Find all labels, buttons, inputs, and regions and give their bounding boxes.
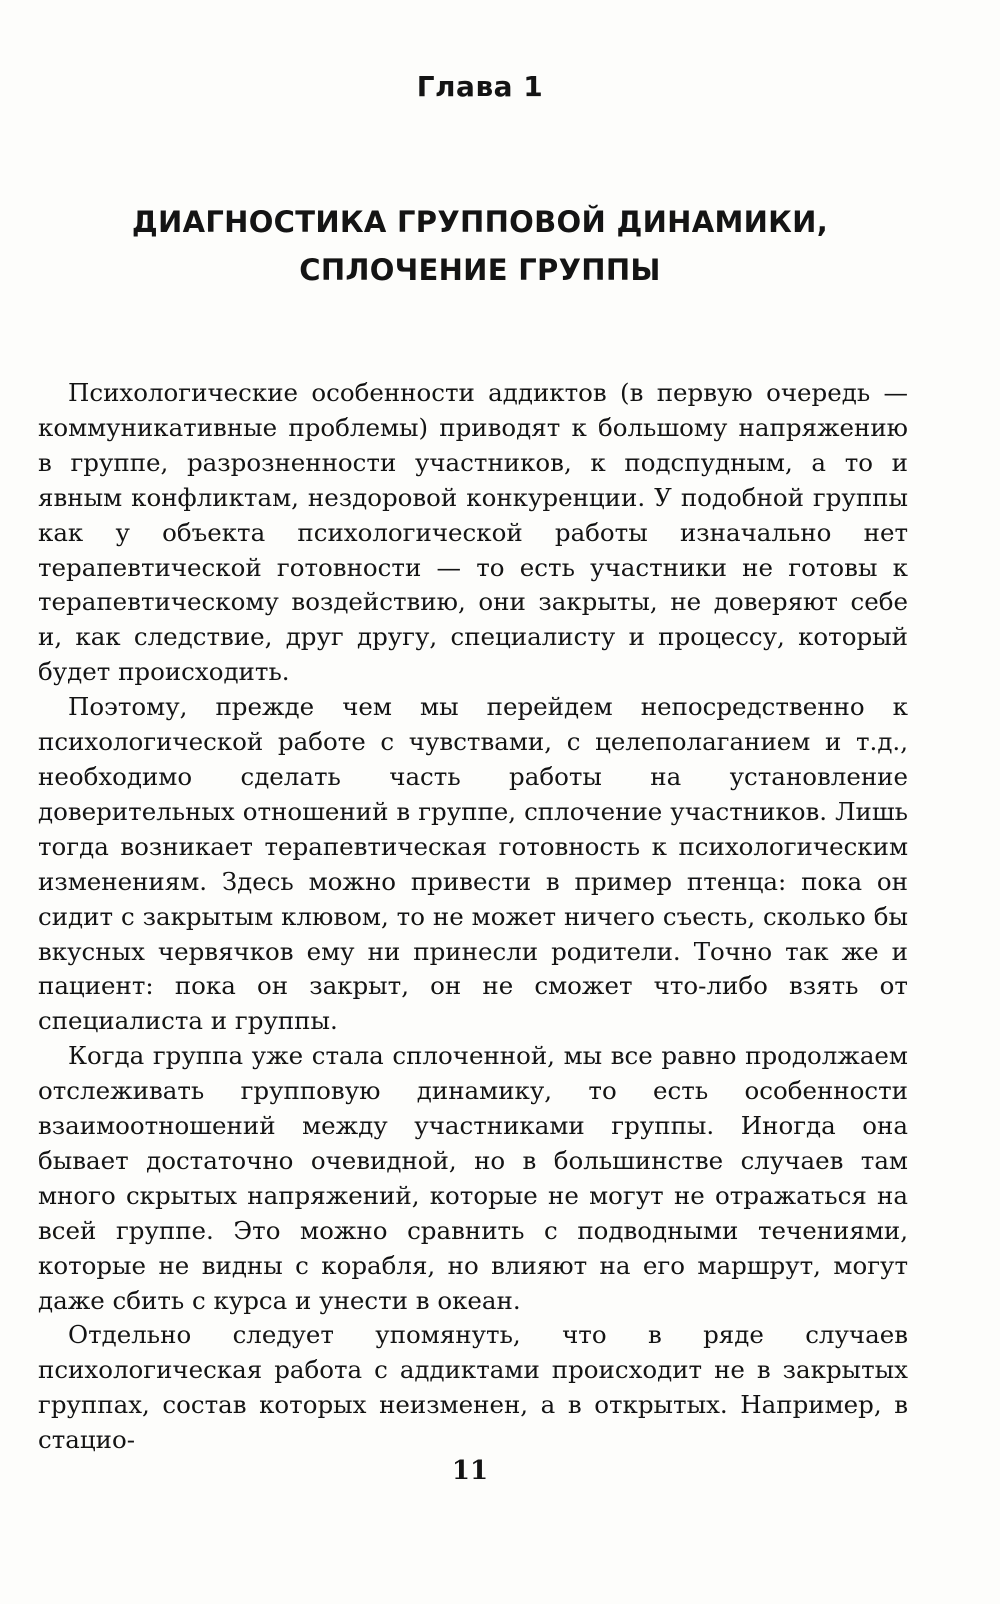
paragraph-4: Отдельно следует упомянуть, что в ряде случаев психологическая работа с аддиктами происходит не в закрытых группах, состав которых неизменен, а в открытых. Например, в стацио- [38, 1320, 908, 1455]
body-text [38, 376, 908, 1458]
paragraph-1: Психологические особенности аддиктов (в первую очередь — коммуникативные проблемы) приводят к большому напряжению в группе, разрозненности участников, к подспудным, а то и явным конфликтам, нездоровой конкуренции. У подобной группы как у объекта психологической работы изначально нет терапевтической готовности — то есть участники не готовы к терапевтическому воздействию, они закрыты, не доверяют себе и, как следствие, друг другу, специалисту и процессу, который будет происходить. [38, 378, 908, 687]
chapter-title-line-1: ДИАГНОСТИКА ГРУППОВОЙ ДИНАМИКИ, [131, 205, 829, 239]
chapter-title [60, 198, 900, 294]
chapter-title-line-2: СПЛОЧЕНИЕ ГРУППЫ [299, 253, 661, 287]
paragraph-3: Когда группа уже стала сплоченной, мы все равно продолжаем отслеживать групповую динамику, то есть особенности взаимоотношений между участниками группы. Иногда она бывает достаточно очевидной, но в большинстве случаев там много скрытых напряжений, которые не могут не отражаться на всей группе. Это можно сравнить с подводными течениями, которые не видны с корабля, но влияют на его маршрут, могут даже сбить с курса и унести в океан. [38, 1041, 908, 1315]
chapter-label: Глава 1 [416, 70, 544, 103]
page-number: 11 [451, 1456, 489, 1486]
paragraph-2: Поэтому, прежде чем мы перейдем непосредственно к психологической работе с чувствами, с целеполаганием и т.д., необходимо сделать часть работы на установление доверительных отношений в группе, сплочение участников. Лишь тогда возникает терапевтическая готовность к психологическим изменениям. Здесь можно привести в пример птенца: пока он сидит с закрытым клювом, то не может ничего съесть, сколько бы вкусных червячков ему ни принесли родители. Точно так же и пациент: пока он закрыт, он не сможет что-либо взять от специалиста и группы. [38, 692, 908, 1036]
